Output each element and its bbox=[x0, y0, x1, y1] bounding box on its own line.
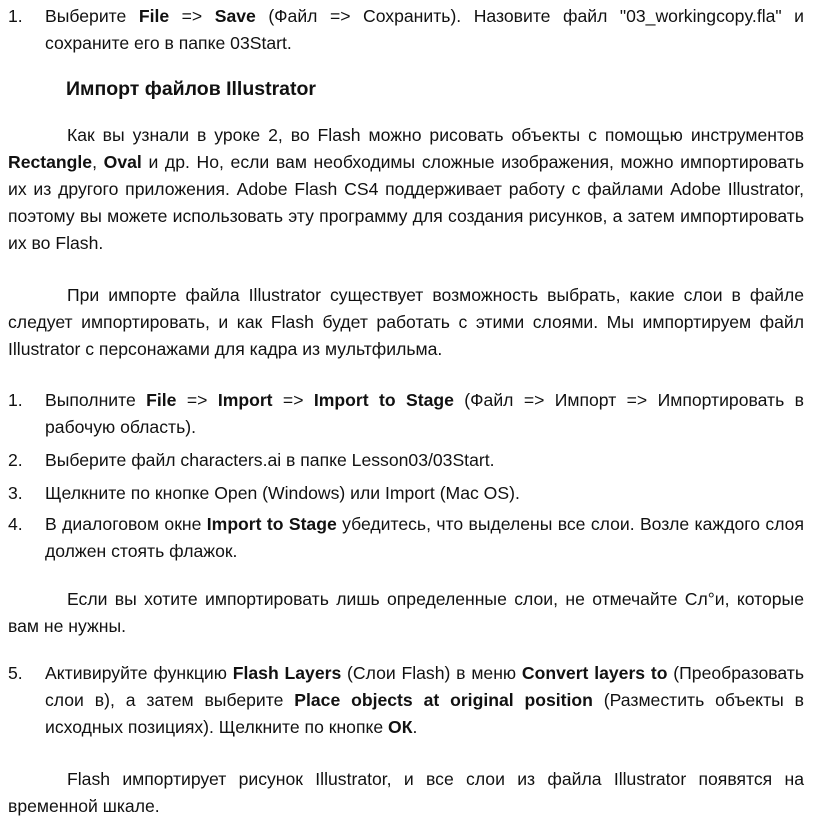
paragraph bbox=[8, 122, 804, 257]
text-run: . bbox=[412, 717, 418, 737]
text-run: (Слои Flash) в меню bbox=[341, 663, 522, 683]
paragraph bbox=[8, 766, 804, 820]
bold-term: Rectangle bbox=[8, 152, 93, 172]
list-item-text bbox=[45, 387, 804, 441]
text-run: (Преобразовать слои в), а затем выберите bbox=[45, 663, 805, 710]
list-item bbox=[8, 480, 804, 507]
text-run: => bbox=[176, 390, 218, 410]
paragraph bbox=[8, 282, 804, 363]
text-run: (Файл => Импорт => Импортировать в рабочую область). bbox=[45, 390, 805, 437]
bold-term: File bbox=[138, 6, 170, 26]
text-run: Активируйте функцию bbox=[45, 663, 233, 683]
list-number: 1. bbox=[8, 390, 23, 410]
text-run: убедитесь, что выделены все слои. Возле каждого слоя должен стоять флажок. bbox=[45, 514, 804, 561]
list-item-text bbox=[45, 511, 804, 565]
bold-term: File bbox=[146, 390, 177, 410]
list-number: 5. bbox=[8, 663, 23, 683]
text-run: Flash импортирует рисунок Illustrator, и все слои из файла Illustrator появятся на временной шкале. bbox=[8, 769, 804, 816]
list-item-text bbox=[45, 3, 804, 57]
text-run: При импорте файла Illustrator существует возможность выбрать, какие слои в файле следует импортировать, и как Flash будет работать с этими слоями. Мы импортируем файл Illustrator с персонажами для кадра из мультфильма. bbox=[8, 285, 804, 359]
bold-term: Save bbox=[214, 6, 256, 26]
text-run: Выполните bbox=[45, 390, 147, 410]
list-number: 1. bbox=[8, 6, 23, 26]
bold-term: ОК bbox=[388, 717, 413, 737]
text-run: (Файл => Сохранить). Назовите файл "03_workingcopy.fla" и сохраните его в папке 03Start. bbox=[45, 6, 804, 53]
list-number: 4. bbox=[8, 514, 23, 534]
list-item-text bbox=[45, 660, 804, 741]
bold-term: Flash Layers bbox=[232, 663, 342, 683]
bold-term: Import to Stage bbox=[313, 390, 454, 410]
text-run: Выберите файл characters.ai в папке Lesson03/03Start. bbox=[45, 450, 495, 470]
list-item bbox=[8, 660, 804, 741]
bold-term: Import bbox=[217, 390, 273, 410]
list-number: 2. bbox=[8, 450, 23, 470]
paragraph bbox=[8, 586, 804, 640]
text-run: Щелкните по кнопке Open (Windows) или Import (Mac OS). bbox=[45, 483, 520, 503]
list-item-text bbox=[45, 447, 804, 474]
text-run: и др. Но, если вам необходимы сложные изображения, можно импортировать их из другого приложения. Adobe Flash CS4 поддерживает работу с файлами Adobe Illustrator, поэтому вы можете использовать эту программу для создания рисунков, а затем импортировать их во Flash. bbox=[8, 152, 804, 253]
text-run: , bbox=[92, 152, 104, 172]
text-run: => bbox=[272, 390, 314, 410]
text-run: Как вы узнали в уроке 2, во Flash можно рисовать объекты с помощью инструментов bbox=[67, 125, 804, 145]
list-item-text bbox=[45, 480, 804, 507]
bold-term: Convert layers to bbox=[521, 663, 668, 683]
text-run: В диалоговом окне bbox=[45, 514, 207, 534]
list-item bbox=[8, 3, 804, 57]
list-item bbox=[8, 511, 804, 565]
bold-term: Import to Stage bbox=[206, 514, 337, 534]
bold-term: Place objects at original position bbox=[294, 690, 593, 710]
list-item bbox=[8, 447, 804, 474]
text-run: Если вы хотите импортировать лишь определенные слои, не отмечайте Сл°и, которые вам не нужны. bbox=[8, 589, 804, 636]
text-run: => bbox=[169, 6, 215, 26]
list-number: 3. bbox=[8, 483, 23, 503]
section-heading: Импорт файлов Illustrator bbox=[66, 78, 317, 100]
list-item bbox=[8, 387, 804, 441]
text-run: (Разместить объекты в исходных позициях). Щелкните по кнопке bbox=[45, 690, 805, 737]
bold-term: Oval bbox=[103, 152, 142, 172]
text-run: Выберите bbox=[45, 6, 139, 26]
